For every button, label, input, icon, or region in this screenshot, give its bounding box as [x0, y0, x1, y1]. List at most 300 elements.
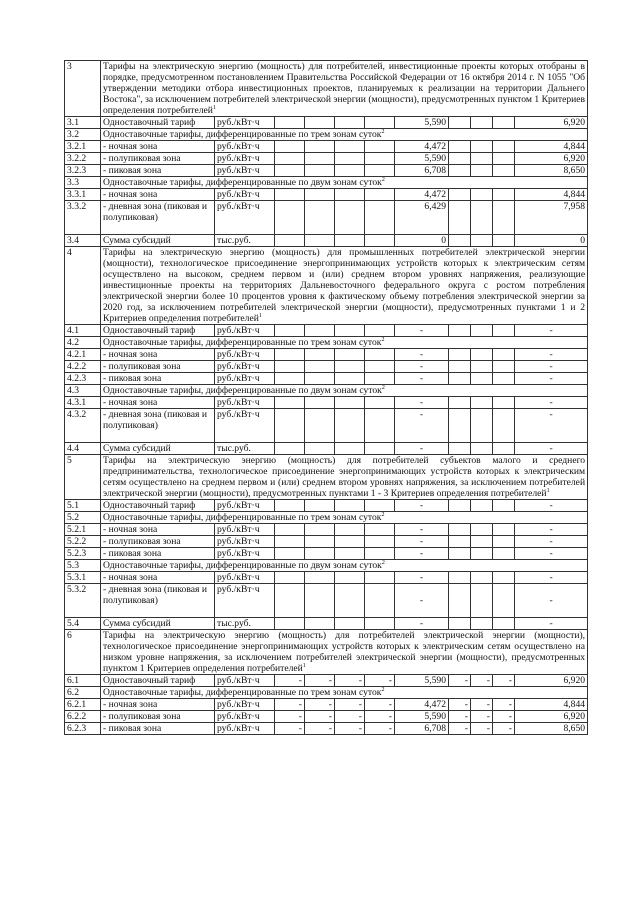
value-cell: - [275, 675, 305, 687]
value-cell [365, 536, 395, 548]
value-cell: - [515, 397, 588, 409]
value-cell [471, 349, 493, 361]
value-cell [275, 201, 305, 235]
table-section-row [65, 385, 588, 397]
value-cell: 4,844 [515, 141, 588, 153]
row-label: - пиковая зона [101, 165, 215, 177]
value-cell [493, 189, 515, 201]
value-cell [275, 548, 305, 560]
row-number: 4.3 [65, 385, 101, 397]
table-row [65, 165, 588, 177]
table-group-header-row [65, 630, 588, 675]
value-cell [305, 117, 335, 129]
row-number: 5.1 [65, 500, 101, 512]
value-cell [493, 141, 515, 153]
value-cell: 4,472 [395, 699, 449, 711]
value-cell [305, 443, 335, 455]
value-cell [493, 572, 515, 584]
value-cell: 5,590 [395, 675, 449, 687]
value-cell [365, 397, 395, 409]
table-row [65, 548, 588, 560]
value-cell [305, 536, 335, 548]
value-cell: 4,844 [515, 699, 588, 711]
value-cell [493, 409, 515, 443]
row-label: - ночная зона [101, 699, 215, 711]
value-cell: - [305, 711, 335, 723]
value-cell [275, 349, 305, 361]
value-cell [335, 618, 365, 630]
value-cell [365, 153, 395, 165]
unit-cell: руб./кВт·ч [215, 536, 275, 548]
value-cell: - [471, 711, 493, 723]
value-cell [493, 201, 515, 235]
value-cell: - [515, 618, 588, 630]
value-cell [275, 536, 305, 548]
value-cell [493, 443, 515, 455]
row-label: Сумма субсидий [101, 235, 215, 247]
value-cell: 8,650 [515, 723, 588, 735]
value-cell [275, 361, 305, 373]
unit-cell: руб./кВт·ч [215, 572, 275, 584]
unit-cell: руб./кВт·ч [215, 723, 275, 735]
value-cell: - [493, 675, 515, 687]
table-section-row [65, 512, 588, 524]
unit-cell: руб./кВт·ч [215, 373, 275, 385]
section-title [101, 177, 588, 189]
row-number: 4.2.3 [65, 373, 101, 385]
row-number: 6 [65, 630, 101, 675]
value-cell: - [395, 618, 449, 630]
value-cell [275, 325, 305, 337]
footnote-marker: 1 [302, 662, 306, 669]
row-number: 5.4 [65, 618, 101, 630]
unit-cell: руб./кВт·ч [215, 361, 275, 373]
value-cell [449, 548, 471, 560]
value-cell [493, 235, 515, 247]
section-title [101, 129, 588, 141]
value-cell [493, 165, 515, 177]
value-cell: - [305, 699, 335, 711]
value-cell: - [335, 675, 365, 687]
value-cell [493, 500, 515, 512]
value-cell: - [515, 325, 588, 337]
row-label: - полупиковая зона [101, 361, 215, 373]
value-cell: - [515, 373, 588, 385]
value-cell [493, 548, 515, 560]
value-cell [365, 165, 395, 177]
value-cell: 7,958 [515, 201, 588, 235]
title-text: Тарифы на электрическую энергию (мощность) для потребителей электрической энергии (мощности), технологическое присоединение энергопринимающих устройств которых к электрическим сетям осуществлено на низком уровне напряжения, за исключением потребителей электрической энергии (мощности), предусмотренных пунктом 1 Критериев определения потребителей [103, 630, 586, 674]
value-cell [449, 201, 471, 235]
footnote-marker: 2 [381, 336, 385, 343]
table-row [65, 536, 588, 548]
section-title [101, 512, 588, 524]
value-cell: - [515, 500, 588, 512]
value-cell [335, 235, 365, 247]
table-row [65, 618, 588, 630]
value-cell: - [335, 723, 365, 735]
group-title [101, 455, 588, 500]
table-row [65, 584, 588, 618]
row-label: - пиковая зона [101, 723, 215, 735]
value-cell [275, 500, 305, 512]
value-cell: - [395, 584, 449, 618]
title-text: Одноставочные тарифы, дифференцированные по трем зонам суток [103, 129, 382, 140]
value-cell [365, 584, 395, 618]
group-title [101, 630, 588, 675]
value-cell [335, 536, 365, 548]
row-number: 6.2.3 [65, 723, 101, 735]
value-cell: - [305, 723, 335, 735]
value-cell [471, 189, 493, 201]
value-cell [275, 572, 305, 584]
row-number: 3.3.1 [65, 189, 101, 201]
row-number: 4.2.1 [65, 349, 101, 361]
row-label: Одноставочный тариф [101, 500, 215, 512]
value-cell [449, 235, 471, 247]
row-number: 4.3.2 [65, 409, 101, 443]
value-cell [305, 361, 335, 373]
row-label: Одноставочный тариф [101, 325, 215, 337]
row-number: 3.3 [65, 177, 101, 189]
value-cell [305, 201, 335, 235]
value-cell [365, 572, 395, 584]
value-cell [493, 349, 515, 361]
title-text: Тарифы на электрическую энергию (мощность) для промышленных потребителей электрической энергии (мощности), технологическое присоединение энергопринимающих устройств которых к электрическим сетям осуществлено на высоком, среднем первом и (или) среднем втором уровнях напряжения, реализующие инвестиционные проекты на территориях Дальневосточного федерального округа с ростом потребления электрической энергии более 10 процентов уровня к фактическому объему потребления электрической энергии за 2020 год, за исключением потребителей электрической энергии (мощности), предусмотренных пунктами 1 и 2 Критериев определения потребителей [103, 247, 586, 324]
value-cell: - [449, 675, 471, 687]
row-label: - ночная зона [101, 524, 215, 536]
value-cell: - [395, 409, 449, 443]
row-number: 4.1 [65, 325, 101, 337]
footnote-marker: 2 [381, 559, 385, 566]
value-cell: - [515, 443, 588, 455]
row-number: 3.2.1 [65, 141, 101, 153]
section-title [101, 687, 588, 699]
value-cell [449, 117, 471, 129]
value-cell: 5,590 [395, 117, 449, 129]
value-cell [471, 500, 493, 512]
unit-cell: руб./кВт·ч [215, 189, 275, 201]
value-cell [449, 165, 471, 177]
table-section-row [65, 177, 588, 189]
value-cell: - [275, 699, 305, 711]
value-cell [449, 524, 471, 536]
value-cell: - [471, 723, 493, 735]
unit-cell: руб./кВт·ч [215, 397, 275, 409]
value-cell [449, 500, 471, 512]
value-cell [365, 409, 395, 443]
value-cell: - [493, 699, 515, 711]
row-number: 4.3.1 [65, 397, 101, 409]
footnote-marker: 1 [258, 312, 262, 319]
value-cell: - [515, 349, 588, 361]
footnote-marker: 1 [546, 487, 550, 494]
value-cell [365, 548, 395, 560]
row-label: Сумма субсидий [101, 618, 215, 630]
value-cell: - [515, 584, 588, 618]
row-label: - полупиковая зона [101, 536, 215, 548]
value-cell [305, 572, 335, 584]
tariff-table [64, 60, 588, 735]
value-cell [275, 235, 305, 247]
table-row [65, 373, 588, 385]
value-cell: - [365, 723, 395, 735]
value-cell [449, 536, 471, 548]
table-group-header-row [65, 455, 588, 500]
value-cell: 0 [395, 235, 449, 247]
value-cell: - [515, 524, 588, 536]
value-cell [493, 117, 515, 129]
value-cell: - [365, 699, 395, 711]
row-number: 5.2.1 [65, 524, 101, 536]
value-cell [275, 165, 305, 177]
value-cell: - [449, 711, 471, 723]
value-cell [335, 117, 365, 129]
value-cell: - [395, 536, 449, 548]
unit-cell: руб./кВт·ч [215, 500, 275, 512]
value-cell [275, 409, 305, 443]
value-cell [471, 235, 493, 247]
value-cell [305, 397, 335, 409]
value-cell [471, 201, 493, 235]
value-cell: - [365, 711, 395, 723]
table-row [65, 189, 588, 201]
value-cell [449, 189, 471, 201]
tariff-document-page [64, 60, 587, 735]
value-cell [449, 572, 471, 584]
unit-cell: руб./кВт·ч [215, 141, 275, 153]
table-row [65, 153, 588, 165]
table-section-row [65, 687, 588, 699]
value-cell: - [275, 711, 305, 723]
row-number: 5.3 [65, 560, 101, 572]
unit-cell: руб./кВт·ч [215, 584, 275, 618]
table-row [65, 572, 588, 584]
value-cell [335, 153, 365, 165]
value-cell: - [449, 699, 471, 711]
value-cell [471, 373, 493, 385]
row-number: 3.1 [65, 117, 101, 129]
value-cell [335, 548, 365, 560]
value-cell: - [395, 361, 449, 373]
value-cell [275, 189, 305, 201]
value-cell [449, 618, 471, 630]
value-cell [335, 572, 365, 584]
value-cell [449, 325, 471, 337]
value-cell: - [275, 723, 305, 735]
value-cell [335, 325, 365, 337]
value-cell: - [395, 397, 449, 409]
unit-cell: руб./кВт·ч [215, 201, 275, 235]
row-label: - ночная зона [101, 397, 215, 409]
title-text: Тарифы на электрическую энергию (мощность) для потребителей субъектов малого и среднего предпринимательства, технологическое присоединение энергопринимающих устройств которых к электрическим сетям осуществлено на среднем первом и (или) среднем втором уровнях напряжения, за исключением потребителей электрической энергии (мощности), предусмотренных пунктами 1 - 3 Критериев определения потребителей [103, 455, 586, 499]
value-cell [449, 584, 471, 618]
value-cell [471, 325, 493, 337]
value-cell [335, 189, 365, 201]
title-text: Одноставочные тарифы, дифференцированные по двум зонам суток [103, 177, 382, 188]
value-cell: - [395, 500, 449, 512]
unit-cell: тыс.руб. [215, 443, 275, 455]
value-cell [493, 536, 515, 548]
value-cell [471, 117, 493, 129]
footnote-marker: 1 [212, 104, 216, 111]
value-cell: 6,708 [395, 165, 449, 177]
value-cell: - [395, 373, 449, 385]
value-cell: 5,590 [395, 711, 449, 723]
value-cell [275, 117, 305, 129]
table-row [65, 699, 588, 711]
row-label: Одноставочный тариф [101, 675, 215, 687]
value-cell [471, 397, 493, 409]
title-text: Одноставочные тарифы, дифференцированные по двум зонам суток [103, 385, 382, 396]
unit-cell: руб./кВт·ч [215, 117, 275, 129]
value-cell [365, 117, 395, 129]
value-cell [305, 325, 335, 337]
row-number: 3.2.2 [65, 153, 101, 165]
section-title [101, 385, 588, 397]
row-number: 6.2 [65, 687, 101, 699]
row-label: - полупиковая зона [101, 711, 215, 723]
row-number: 5.3.2 [65, 584, 101, 618]
value-cell [305, 165, 335, 177]
unit-cell: тыс.руб. [215, 235, 275, 247]
table-row [65, 723, 588, 735]
row-label: Одноставочный тариф [101, 117, 215, 129]
table-row [65, 361, 588, 373]
value-cell [471, 524, 493, 536]
value-cell [275, 153, 305, 165]
value-cell [471, 361, 493, 373]
title-text: Одноставочные тарифы, дифференцированные по трем зонам суток [103, 512, 382, 523]
row-label: - дневная зона (пиковая и полупиковая) [101, 201, 215, 235]
value-cell [305, 373, 335, 385]
table-row [65, 500, 588, 512]
value-cell [365, 189, 395, 201]
value-cell [365, 361, 395, 373]
table-row [65, 524, 588, 536]
value-cell [449, 373, 471, 385]
value-cell: - [395, 443, 449, 455]
value-cell [471, 584, 493, 618]
value-cell [335, 584, 365, 618]
section-title [101, 337, 588, 349]
value-cell: 0 [515, 235, 588, 247]
table-group-header-row [65, 61, 588, 117]
value-cell: - [493, 723, 515, 735]
value-cell [449, 141, 471, 153]
value-cell: 6,920 [515, 117, 588, 129]
value-cell [471, 409, 493, 443]
value-cell [365, 201, 395, 235]
value-cell [449, 153, 471, 165]
table-row [65, 201, 588, 235]
row-number: 3.3.2 [65, 201, 101, 235]
value-cell [449, 349, 471, 361]
value-cell: 5,590 [395, 153, 449, 165]
value-cell [305, 141, 335, 153]
footnote-marker: 2 [381, 176, 385, 183]
value-cell [275, 397, 305, 409]
footnote-marker: 2 [381, 686, 385, 693]
row-number: 6.2.2 [65, 711, 101, 723]
value-cell [335, 524, 365, 536]
unit-cell: руб./кВт·ч [215, 349, 275, 361]
value-cell [471, 153, 493, 165]
row-number: 6.1 [65, 675, 101, 687]
value-cell [335, 361, 365, 373]
unit-cell: руб./кВт·ч [215, 165, 275, 177]
value-cell [365, 325, 395, 337]
value-cell [365, 618, 395, 630]
row-number: 5.2.3 [65, 548, 101, 560]
value-cell [471, 443, 493, 455]
value-cell [493, 524, 515, 536]
row-label: - ночная зона [101, 141, 215, 153]
value-cell: 6,429 [395, 201, 449, 235]
value-cell [275, 618, 305, 630]
unit-cell: тыс.руб. [215, 618, 275, 630]
footnote-marker: 2 [381, 384, 385, 391]
row-label: - пиковая зона [101, 373, 215, 385]
title-text: Одноставочные тарифы, дифференцированные по трем зонам суток [103, 337, 382, 348]
value-cell [365, 235, 395, 247]
value-cell: - [515, 572, 588, 584]
row-label: - дневная зона (пиковая и полупиковая) [101, 409, 215, 443]
row-number: 4.2 [65, 337, 101, 349]
table-group-header-row [65, 247, 588, 325]
value-cell [365, 500, 395, 512]
value-cell [449, 397, 471, 409]
value-cell [335, 409, 365, 443]
value-cell: - [515, 536, 588, 548]
row-number: 3.2.3 [65, 165, 101, 177]
section-title [101, 560, 588, 572]
value-cell: - [335, 699, 365, 711]
table-row [65, 235, 588, 247]
value-cell: - [395, 548, 449, 560]
row-number: 3 [65, 61, 101, 117]
value-cell [275, 524, 305, 536]
value-cell [305, 189, 335, 201]
value-cell [305, 409, 335, 443]
value-cell [493, 584, 515, 618]
table-row [65, 117, 588, 129]
value-cell [493, 373, 515, 385]
value-cell: - [335, 711, 365, 723]
value-cell: - [365, 675, 395, 687]
table-section-row [65, 560, 588, 572]
value-cell [275, 373, 305, 385]
title-text: Одноставочные тарифы, дифференцированные по двум зонам суток [103, 560, 382, 571]
value-cell: 4,844 [515, 189, 588, 201]
unit-cell: руб./кВт·ч [215, 548, 275, 560]
value-cell [493, 361, 515, 373]
value-cell: - [395, 325, 449, 337]
value-cell: 4,472 [395, 189, 449, 201]
value-cell: - [395, 572, 449, 584]
row-number: 5.2 [65, 512, 101, 524]
value-cell [335, 165, 365, 177]
title-text: Одноставочные тарифы, дифференцированные по трем зонам суток [103, 687, 382, 698]
table-row [65, 711, 588, 723]
value-cell [305, 153, 335, 165]
title-text: Тарифы на электрическую энергию (мощность) для потребителей, инвестиционные проекты которых отобраны в порядке, предусмотренном постановлением Правительства Российской Федерации от 16 октября 2014 г. N 1055 "Об утверждении методики отбора инвестиционных проектов, планируемых к реализации на территории Дальнего Востока", за исключением потребителей электрической энергии (мощности), предусмотренных пунктом 1 Критериев определения потребителей [103, 61, 586, 116]
value-cell: - [515, 548, 588, 560]
table-row [65, 349, 588, 361]
value-cell: - [471, 675, 493, 687]
value-cell: - [515, 361, 588, 373]
value-cell [471, 536, 493, 548]
